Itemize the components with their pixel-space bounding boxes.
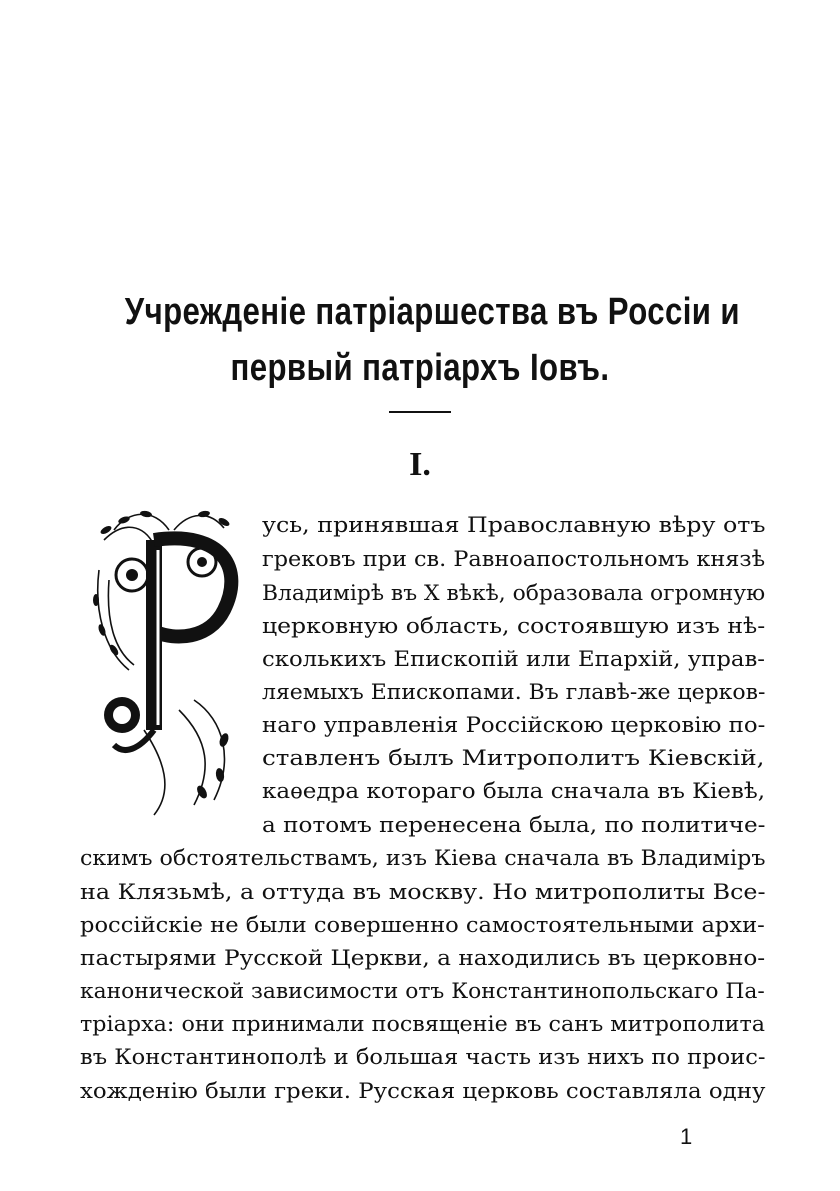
paragraph-line: каѳедра котораго была сначала въ Кіевѣ, <box>262 779 766 803</box>
paragraph-line: канонической зависимости отъ Константинопольскаго Па- <box>80 979 765 1003</box>
paragraph-line: усь, принявшая Православную вѣру отъ <box>262 513 766 537</box>
paragraph-line: россійскіе не были совершенно самостоятельными архи- <box>80 913 765 937</box>
paragraph-line: сколькихъ Епископій или Епархій, управ- <box>262 647 765 671</box>
paragraph-line: наго управленія Россійскою церковію по- <box>262 713 766 737</box>
title-divider <box>389 411 451 413</box>
paragraph-line: Владимірѣ въ X вѣкѣ, образовала огромную <box>262 581 766 605</box>
paragraph-line: ляемыхъ Епископами. Въ главѣ-же церков- <box>262 680 766 704</box>
title-line-1: Учрежденіе патріаршества въ Россіи и <box>124 291 741 333</box>
paragraph-line: пастырями Русской Церкви, а находились въ церковно- <box>80 946 766 970</box>
paragraph-line: скимъ обстоятельствамъ, изъ Кіева сначала въ Владиміръ <box>80 846 766 870</box>
paragraph-line: въ Константинополѣ и большая часть изъ нихъ по проис- <box>80 1045 766 1069</box>
title-line-2: первый патріархъ Іовъ. <box>230 347 610 389</box>
paragraph-line: на Клязьмѣ, а оттуда въ москву. Но митрополиты Все- <box>80 880 766 904</box>
decorative-initial-letter <box>84 500 254 820</box>
paragraph-line: ставленъ былъ Митрополитъ Кіевскій, <box>262 746 765 770</box>
paragraph-line: грековъ при св. Равноапостольномъ князѣ <box>262 547 766 571</box>
paragraph-line: хожденію были греки. Русская церковь составляла одну <box>80 1079 766 1103</box>
paragraph-line: тріарха: они принимали посвященіе въ санъ митрополита <box>80 1012 766 1036</box>
section-number: I. <box>409 446 431 483</box>
chapter-title <box>124 284 741 396</box>
page-number: 1 <box>680 1124 693 1149</box>
paragraph-line: а потомъ перенесена была, по политиче- <box>262 813 766 837</box>
paragraph-line: церковную область, состоявшую изъ нѣ- <box>262 614 766 638</box>
